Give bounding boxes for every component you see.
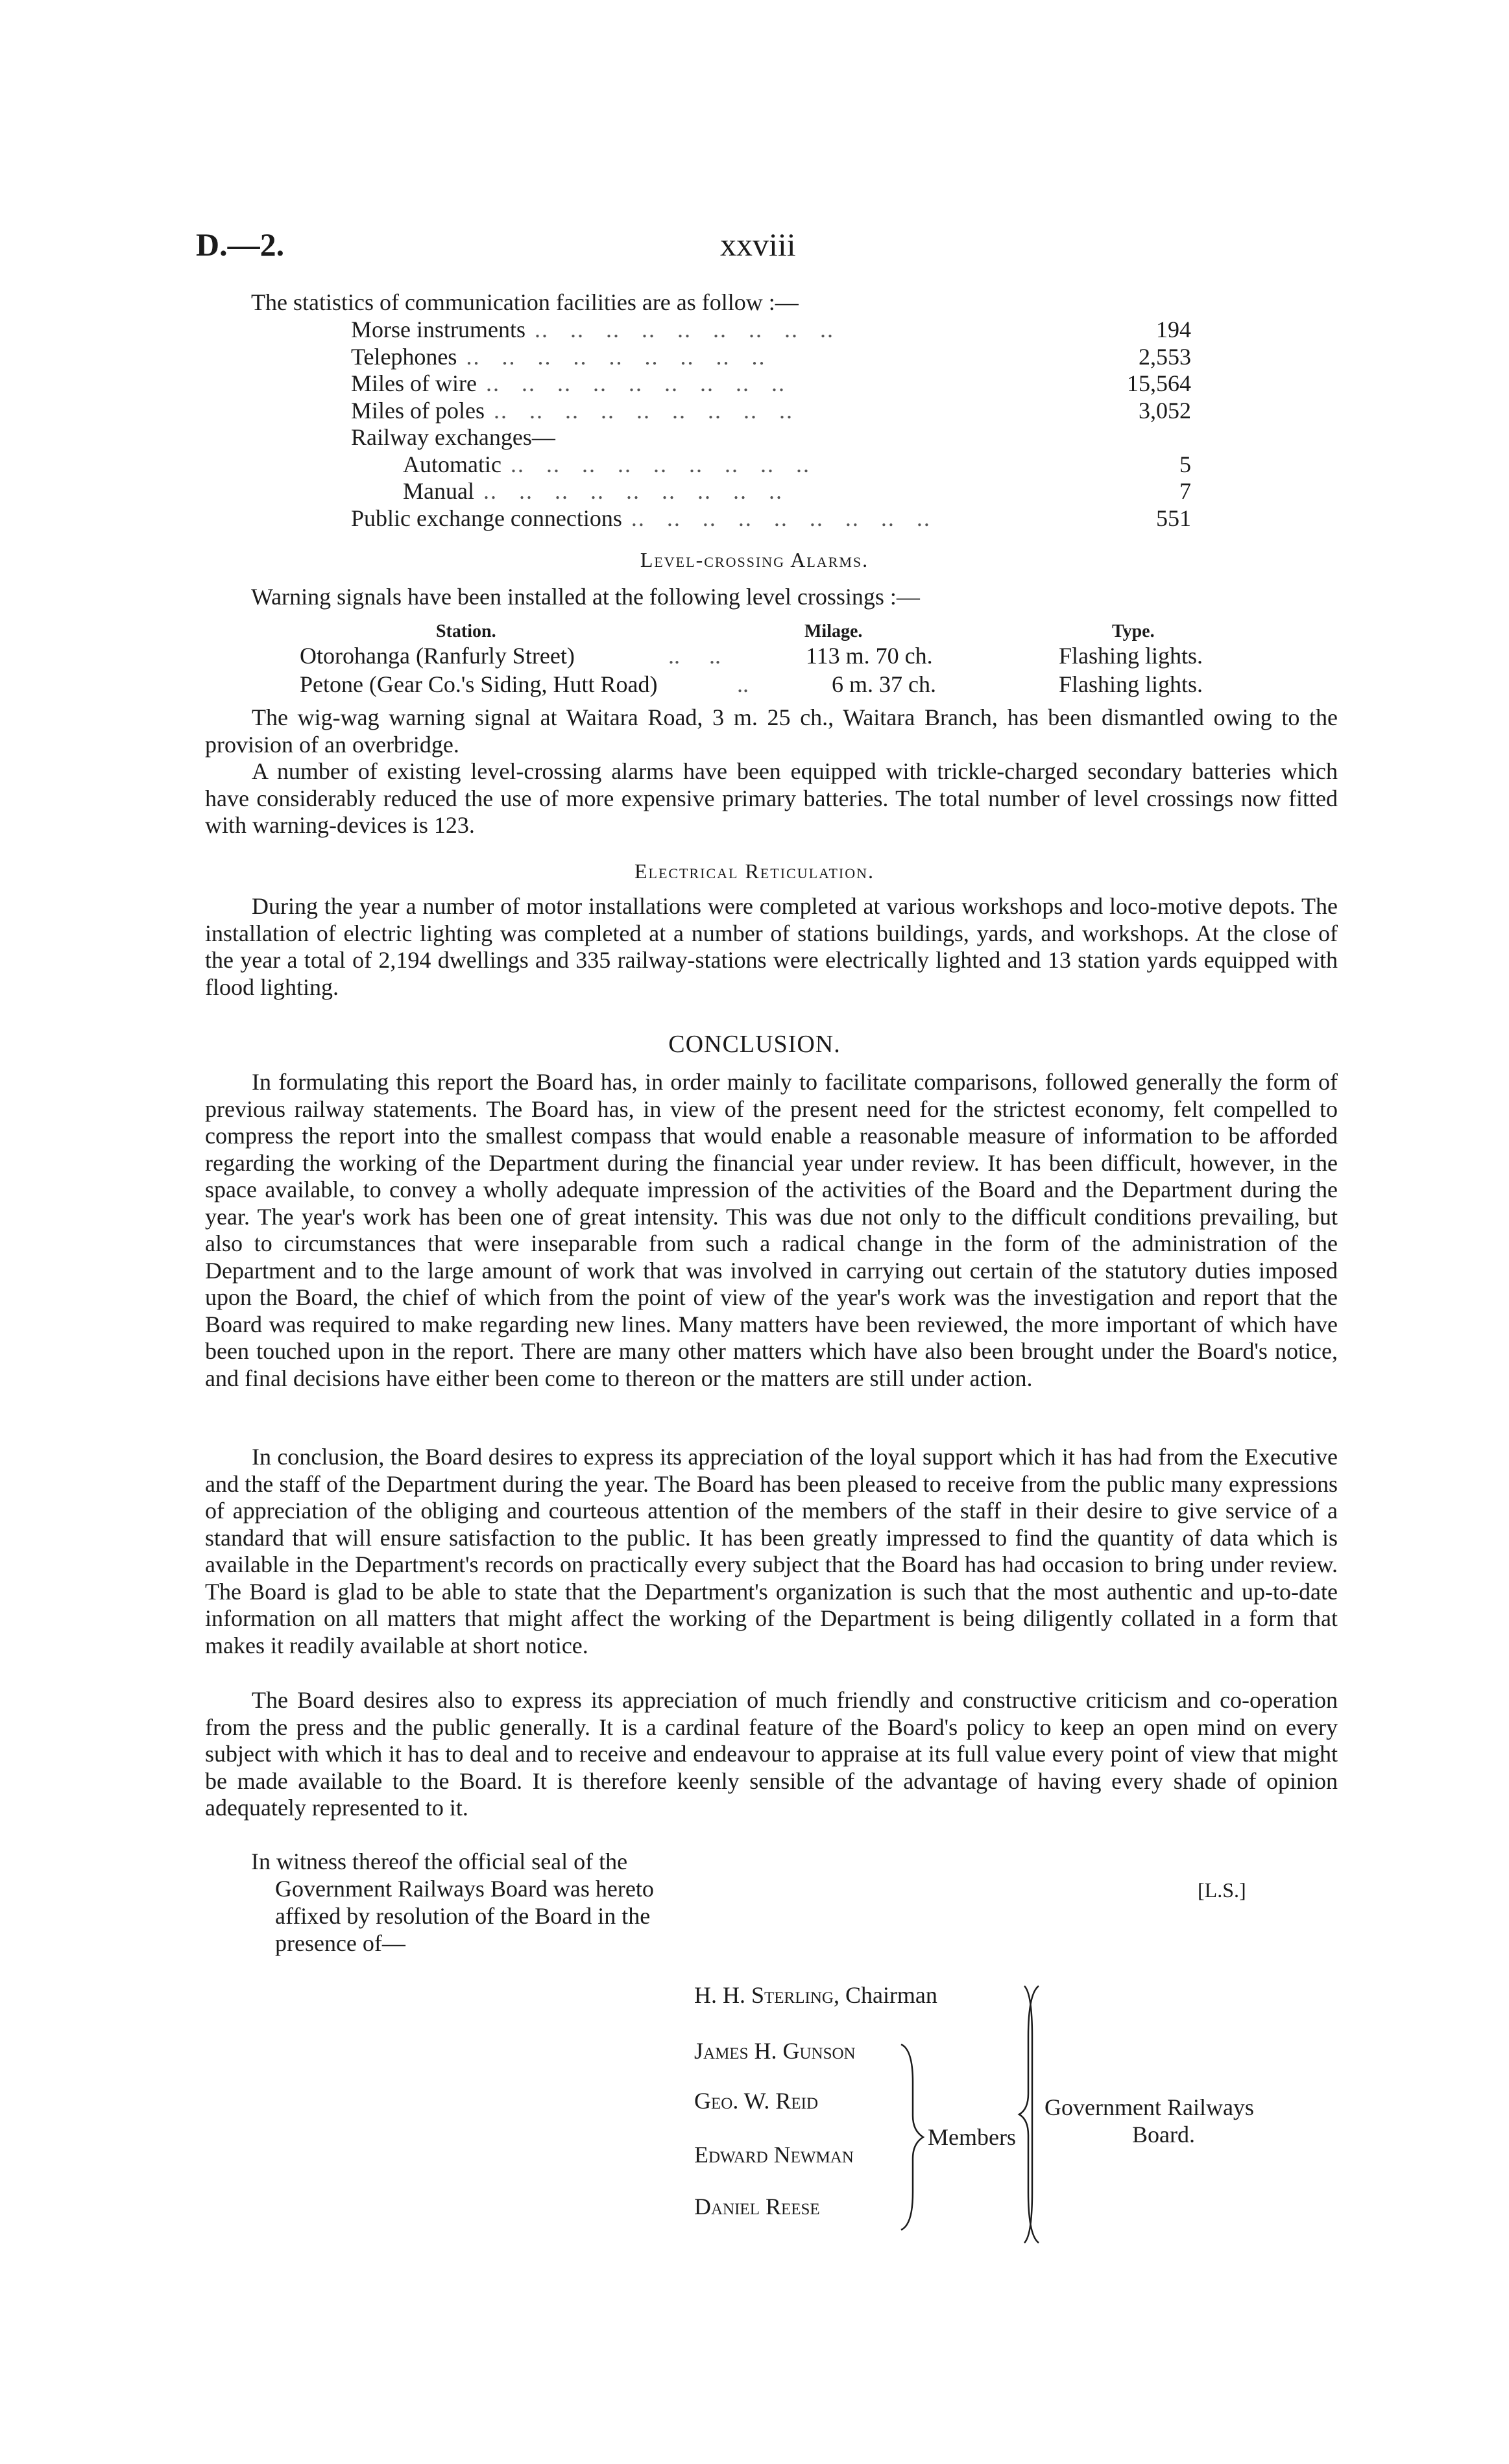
crossing-type: Flashing lights. — [1059, 671, 1203, 697]
level-crossing-intro: Warning signals have been installed at the following level crossings :— — [251, 584, 920, 610]
board-label: Board. — [1132, 2122, 1195, 2147]
page-section-code: D.—2. — [196, 226, 285, 263]
electrical-para: During the year a number of motor installations were completed at various workshops and loco-motive depots. The installation of electric lighting was completed at a number of stations buildings, yards, and workshops. At the close of the year a total of 2,194 dwellings and 335 railway-stations were electrically lighted and 13 station yards equipped with flood lighting. — [205, 893, 1338, 1000]
crossing-station: Otorohanga (Ranfurly Street) — [300, 643, 575, 669]
witness-line: presence of— — [275, 1930, 405, 1956]
conclusion-para: The Board desires also to express its appreciation of much friendly and constructive criticism and co-operation from the press and the public generally. It is a cardinal feature of the Board's policy to keep an open mind on every subject with which it has to deal and to receive and endeavour to appraise at its full value every point of view that might be made available to the Board. It is therefore keenly sensible of the advantage of having every shade of opinion adequately represented to it. — [205, 1687, 1338, 1821]
level-crossing-para: A number of existing level-crossing alarms have been equipped with trickle-charged secondary batteries which have considerably reduced the use of more expensive primary batteries. The total number of level crossings now fitted with warning-devices is 123. — [205, 758, 1338, 838]
crossing-type: Flashing lights. — [1059, 643, 1203, 669]
page-number: xxviii — [720, 226, 796, 263]
level-crossing-para: The wig-wag warning signal at Waitara Road, 3 m. 25 ch., Waitara Branch, has been dismantled owing to the provision of an overbridge. — [205, 704, 1338, 758]
col-header-type: Type. — [1112, 621, 1155, 641]
conclusion-para: In formulating this report the Board has, in order mainly to facilitate comparisons, followed generally the form of previous railway statements. The Board has, in view of the present need for the strictest economy, felt compelled to compress the report into the smallest compass that would enable a reasonable measure of information to be afforded regarding the working of the Department during the financial year under review. It has been difficult, however, in the space available, to convey a wholly adequate impression of the activities of the Board and the Department during the year. The year's work has been one of great intensity. This was due not only to the difficult conditions prevailing, but also to circumstances that were inseparable from such a radical change in the form of the administration of the Department and to the large amount of work that was involved in carrying out certain of the statutory duties imposed upon the Board, the chief of which from the point of view of the year's work was the investigation and report that the Board was required to make regarding new lines. Many matters have been reviewed, the more important of which have been touched upon in the report. There are many other matters which have also been brought under the Board's notice, and final decisions have either been come to thereon or the matters are still under action. — [205, 1069, 1338, 1391]
electrical-heading: Electrical Reticulation. — [634, 859, 875, 883]
col-header-station: Station. — [436, 621, 496, 641]
crossing-station: Petone (Gear Co.'s Siding, Hutt Road) — [300, 671, 658, 697]
witness-line: In witness thereof the official seal of the — [251, 1848, 628, 1874]
signature-member: Daniel Reese — [694, 2194, 820, 2219]
stats-intro: The statistics of communication facilities are as follow :— — [251, 289, 799, 315]
stats-row: Public exchange connections .. .. .. .. .. .. .. .. .. 551 — [351, 505, 1191, 531]
conclusion-heading: CONCLUSION. — [668, 1031, 841, 1058]
members-brace — [899, 2043, 928, 2231]
signature-member: Edward Newman — [694, 2142, 854, 2168]
signature-bracket — [1022, 1985, 1048, 2244]
conclusion-para: In conclusion, the Board desires to express its appreciation of the loyal support which it has had from the Executive and the staff of the Department during the year. The Board has been pleased to receive from the public many expressions of appreciation of the obliging and courteous attention of the members of the staff in their desire to give service of a standard that will ensure satisfaction to the public. It has been greatly impressed to find the quantity of data which is available in the Department's records on practically every subject that the Board has had occasion to bring under review. The Board is glad to be able to state that the Department's organization is such that the most authentic and up-to-date information on all matters that might affect the working of the Department is being diligently collated in a form that makes it readily available at short notice. — [205, 1444, 1338, 1658]
board-label: Government Railways — [1044, 2094, 1254, 2120]
stats-row: Manual .. .. .. .. .. .. .. .. .. 7 — [403, 478, 1191, 504]
stats-row: Morse instruments .. .. .. .. .. .. .. .. .. 194 — [351, 317, 1191, 342]
witness-line: Government Railways Board was hereto — [275, 1876, 654, 1902]
signature-member: James H. Gunson — [694, 2038, 856, 2064]
stats-list — [351, 316, 1191, 531]
signature-chairman: H. H. Sterling, Chairman — [694, 1982, 937, 2008]
witness-line: affixed by resolution of the Board in the — [275, 1903, 651, 1929]
level-crossing-heading: Level-crossing Alarms. — [640, 548, 869, 571]
leader-dots: .. .. — [668, 643, 721, 669]
stats-row: Telephones .. .. .. .. .. .. .. .. .. 2,553 — [351, 343, 1191, 370]
stats-row: Automatic .. .. .. .. .. .. .. .. .. 5 — [403, 451, 1191, 477]
stats-row: Railway exchanges— — [351, 424, 555, 450]
signature-member: Geo. W. Reid — [694, 2088, 819, 2114]
members-label: Members — [928, 2124, 1016, 2150]
stats-row: Miles of poles .. .. .. .. .. .. .. .. .. 3,052 — [351, 397, 1191, 424]
leader-dots: .. — [737, 671, 749, 697]
seal-mark: [L.S.] — [1198, 1878, 1246, 1902]
stats-row: Miles of wire .. .. .. .. .. .. .. .. .. 15,564 — [351, 370, 1191, 396]
crossing-milage: 6 m. 37 ch. — [832, 671, 936, 697]
crossing-milage: 113 m. 70 ch. — [806, 643, 933, 669]
col-header-milage: Milage. — [804, 621, 863, 641]
